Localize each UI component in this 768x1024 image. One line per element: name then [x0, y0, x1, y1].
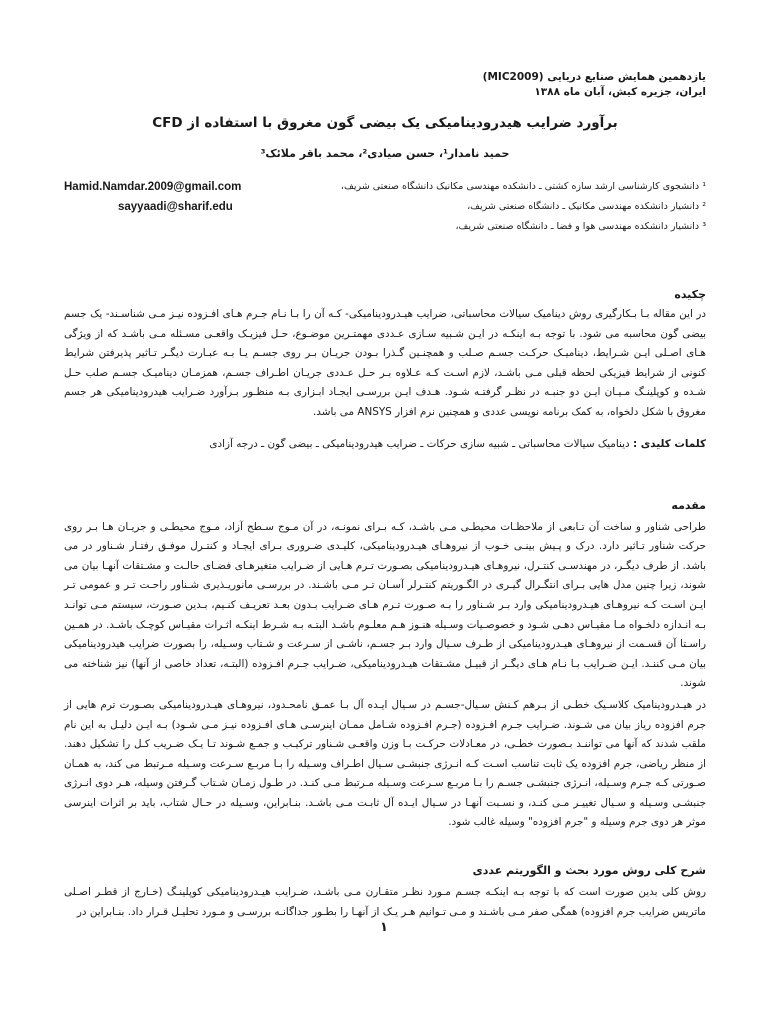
abstract-heading: چکیده — [674, 288, 706, 301]
introduction-paragraph-1: طراحی شناور و ساخت آن تـابعی از ملاحظـات محیطـی مـی باشـد، کـه بـرای نمونـه، در آن مـوج سـطح آزاد، مـوج محیطـی و جریـان هـا بـر روی حرکت شناور تـاثیر دارد. درک و پـیش بینـی خـوب از نیروهـای هیـدرودینامیکی، کلیـدی ضـروری بـرای ایجـاد و کنتـرل موفـق رفتـار شـناور در می باشد. از طرف دیگـر، در مهندسـی کنتـرل، نیروهـای هیـدرودینامیکی بصـورت تـرم هـایی از ضـرایب متغیرهـای فضـای حالـت و مشـتقات آنهـا بیان می شوند، زیرا چنین مدل هایی بـرای انتگـرال گیـری در الگـوریتم کنتـرلر آسـان تـر مـی باشـند. در بررسـی مانوریـذیری شـناور راحـت تـر و عمومی تـر ایـن اسـت کـه نیروهـای هیـدرودینامیکی وارد بـر شـناور را بـه صـورت تـرم هـای ضـرایب بـدون بعـد تعریـف کنـیم، بـدین صـورت، سیستم مـی توانـد بـه انـدازه دلخـواه مـا مقیـاس دهـی شـود و خصوصـیات وسـیله هنـوز هـم معلـوم باشـد البتـه بـه شـرط اینکـه اثـرات مقیـاس کوچـک باشـد. در همـین راسـتا آن قسـمت از نیروهـای هیـدرودینامیکی از طـرف سـیال وارد بـر جسـم، ناشـی از سـرعت و شـتاب وسـیله، را بصورت ضرایب هیدرودینامیکی بیان مـی کننـد. ایـن ضـرایب بـا نـام هـای دیگـر از قبیـل مشـتقات هیـدرودینامیکی، ضـرایب جـرم افـزوده (البتـه، تعداد خاصی از آنها) نیز شناخته می شوند. — [64, 520, 706, 690]
conference-name: یازدهمین همایش صنایع دریایی (MIC2009) — [482, 71, 706, 83]
author-email[interactable]: sayyaadi@sharif.edu — [118, 201, 233, 213]
conference-location: ایران، جزیره کیش، آبان ماه ۱۳۸۸ — [534, 86, 706, 98]
author-email[interactable]: Hamid.Namdar.2009@gmail.com — [64, 181, 242, 193]
abstract-body: در این مقاله بـا بـکارگیری روش دینامیک سیالات محاسباتی، ضرایب هیـدرودینامیکی- کـه آن را بـا نـام جـرم هـای افـزوده نیـز مـی شناسـند- یک جسم بیضی گون محاسبه می شود. با توجه بـه اینکـه در ایـن شـبیه سـازی عـددی مهمتـرین موضـوع، حـل فیزیـک واقعـی مسـئله مـی باشـد که از ویژگی هـای اصـلی ایـن شـرایط، دینامیـک حرکـت جسـم صـلب و همچنـین گـذرا بـودن جریـان بـر روی جسـم یـا بـه عبـارت دیگـر تـاثیر پذیرفتن شرایط کنونی از شرایط فیزیکی لحظه قبلی مـی باشـد، لازم اسـت کـه عـلاوه بـر حـل عـددی جریـان اطـراف جسـم، همزمـان دینامیـک جسـم صلب حـل شـده و کوپلینـگ مـیـان ایـن دو جنبـه در نظـر گرفتـه شـود. هـدف ایـن بررسـی ایجـاد ابـزاری بـه منظـور بـرآورد ضـرایب هیدرودینامیکی هر جسم مغروق با شکل دلخواه، به کمک برنامه نویسی عددی و همچنین نرم افزار ANSYS می باشد. — [64, 308, 706, 418]
keywords-line — [64, 435, 706, 454]
introduction-heading: مقدمه — [671, 498, 706, 512]
affiliation-3 — [64, 217, 706, 237]
paper-page — [64, 70, 706, 922]
introduction-paragraph-2: در هیـدرودینامیک کلاسـیک خطـی از بـرهم کـنش سـیال-جسـم در سـیال ایـده آل بـا عمـق نامحـدود، نیروهـای هیـدرودینامیکی بصـورت ترم هایی از جرم افزوده ریاز بیان می شـوند. ضـرایب جـرم افـزوده (جـرم افـزوده شـامل ممـان اینرسـی هـای افـزوده نیـز مـی شـود) بـه ایـن دلیـل به این نام ملقب شدند که آنها می تواننـد بـصورت خطـی، در معـادلات حرکـت بـا وزن واقعـی شـناور ترکیـب و جمـع شـوند تـا یـک ضـریب کـل را تشکیل دهند. از منظر ریاضی، جرم افزوده یک ثابت تناسب اسـت کـه انـرژی جنبشـی سـیال اطـراف وسـیله را بـا مربـع سـرعت وسـیله مـرتبط می کند، به همـان صـورتی کـه جـرم وسـیله، انـرژی جنبشـی جسـم را بـا مربـع سـرعت وسـیله مـرتبط مـی کنـد. در طـول زمـان شـتاب گـرفتن وسیله، هـر دوی انـرژی جنبشـی وسـیله و سـیال تغییـر مـی کنـد، و نسـبت آنهـا در سـیال ایـده آل ثابـت مـی باشـد. بنـابراین، وسـیله در حـال شتاب، باید بر اثرات اینرسی موثر هر دوی جرم وسیله و "جرم افزوده" وسیله غالب شود. — [64, 698, 706, 829]
page-number: ۱ — [380, 920, 388, 935]
method-heading: شرح کلی روش مورد بحث و الگوریتم عددی — [472, 864, 706, 878]
keywords-label: کلمات کلیدی : — [632, 437, 706, 450]
affiliation-text: ¹ دانشجوی کارشناسی ارشد سازه کشتی ـ دانشکده مهندسی مکانیک دانشگاه صنعتی شریف، — [340, 181, 706, 192]
author-list: حمید نامدار¹، حسن صیادی²، محمد باقر ملائک³ — [260, 147, 510, 160]
affiliation-text: ² دانشیار دانشکده مهندسی مکانیک ـ دانشگاه صنعتی شریف، — [467, 201, 706, 212]
affiliation-text: ³ دانشیار دانشکده مهندسی هوا و فضا ـ دانشگاه صنعتی شریف، — [455, 221, 706, 232]
affiliations — [64, 177, 706, 243]
affiliation-1 — [64, 177, 706, 197]
keywords-text: دینامیک سیالات محاسباتی ـ شبیه سازی حرکات ـ ضرایب هیدرودینامیکی ـ بیضی گون ـ درجه آزادی — [209, 437, 633, 450]
paper-title: برآورد ضرایب هیدرودینامیکی یک بیضی گون مغروق با استفاده از CFD — [152, 115, 618, 131]
method-body: روش کلی بدین صورت است که با توجه بـه اینکـه جسـم مـورد نظـر متقـارن مـی باشـد، ضـرایب هیـدرودینامیکی کوپلینـگ (خـارج از قطـر اصـلی ماتریس ضرایب جرم افزوده) همگی صفر مـی باشـند و مـی تـوانیم هـر یـک از آنهـا را بطـور جداگانـه بررسـی و مـورد تحلیـل قـرار داد. بنـابراین در — [64, 886, 706, 918]
affiliation-2 — [64, 197, 706, 217]
